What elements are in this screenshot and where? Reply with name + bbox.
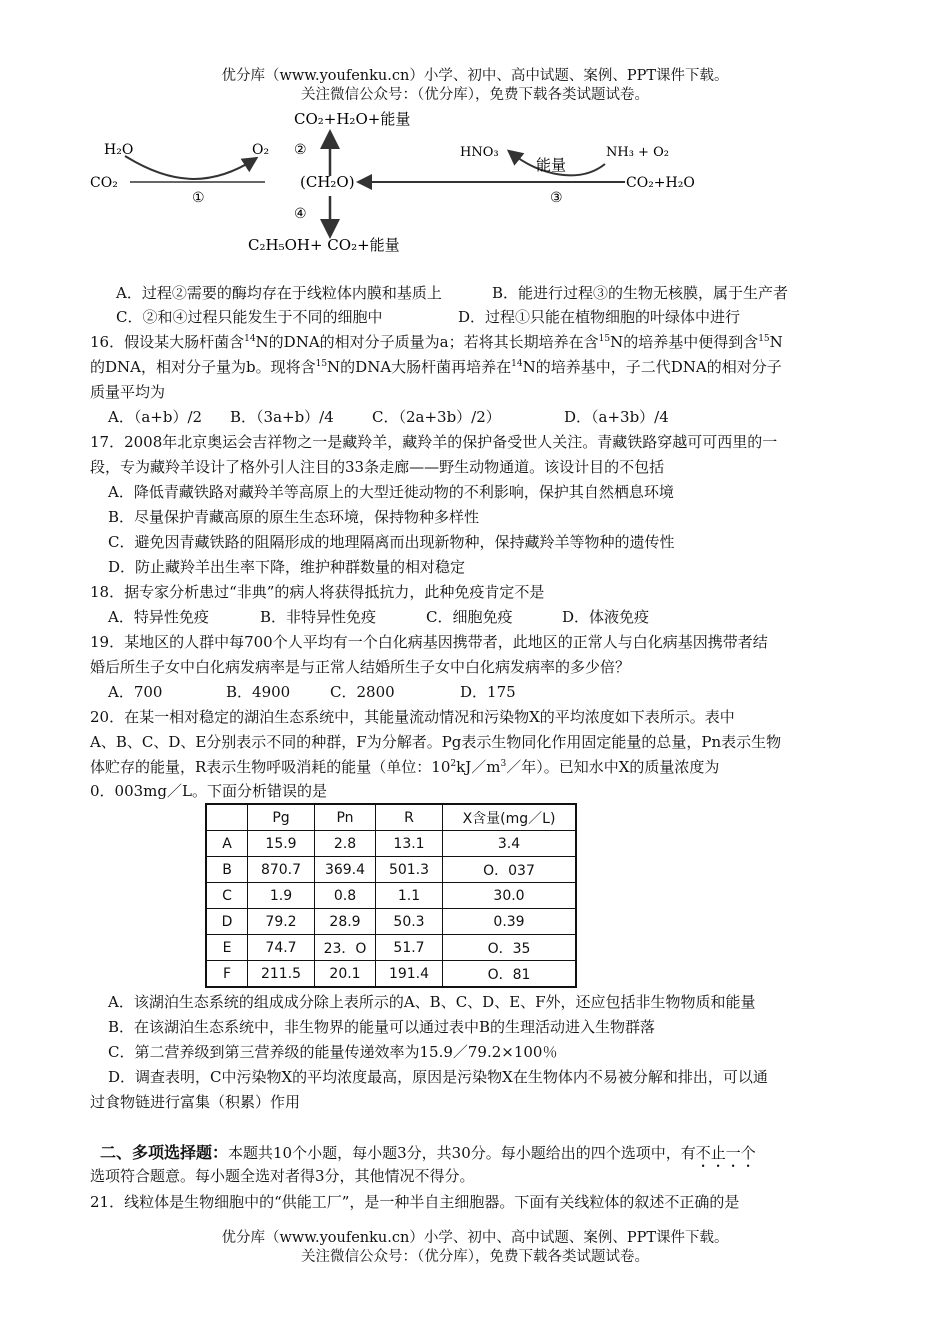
table-header-cell: Pn <box>315 804 376 831</box>
q19-option-b: B．4900 <box>226 683 291 701</box>
q19-option-c: C．2800 <box>330 683 395 701</box>
q20-option-b: B．在该湖泊生态系统中，非生物界的能量可以通过表中B的生理活动进入生物群落 <box>108 1018 656 1036</box>
q20-line-1: 20．在某一相对稳定的湖泊生态系统中，其能量流动情况和污染物X的平均浓度如下表所示。表中 <box>90 708 735 726</box>
diagram-co2-h2o: CO₂+H₂O <box>626 175 695 191</box>
table-cell: 28.9 <box>315 909 376 935</box>
q15-options-row-1 <box>116 281 896 306</box>
table-header-row <box>206 804 576 831</box>
table-cell: 23．O <box>315 935 376 961</box>
table-header-cell <box>206 804 248 831</box>
q17-option-d: D．防止藏羚羊出生率下降，维护种群数量的相对稳定 <box>108 558 466 576</box>
q17-option-a: A．降低青藏铁路对藏羚羊等高原上的大型迁徙动物的不利影响，保护其自然栖息环境 <box>108 483 674 501</box>
table-cell: 74.7 <box>248 935 315 961</box>
diagram-hno3: HNO₃ <box>460 145 499 160</box>
energy-flow-table <box>205 803 577 988</box>
table-cell: 191.4 <box>376 961 443 988</box>
table-row <box>206 935 576 961</box>
q18-option-c: C．细胞免疫 <box>426 608 513 626</box>
table-cell: 13.1 <box>376 831 443 857</box>
diagram-h2o: H₂O <box>104 142 134 158</box>
q20-option-d-line-2: 过食物链进行富集（积累）作用 <box>90 1093 301 1111</box>
q18-option-a: A．特异性免疫 <box>108 608 209 626</box>
table-cell: O．81 <box>443 961 577 988</box>
q19-option-a: A．700 <box>108 683 163 701</box>
q20-line-4: 0．003mg／L。下面分析错误的是 <box>90 782 327 800</box>
q17-line-2: 段，专为藏羚羊设计了格外引人注目的33条走廊——野生动物通道。该设计目的不包括 <box>90 458 665 476</box>
table-row <box>206 831 576 857</box>
section-2-heading: 二、多项选择题：本题共10个小题，每小题3分，共30分。每小题给出的四个选项中，有不止一个 <box>100 1143 756 1162</box>
page-footer-line-2: 关注微信公众号：（优分库），免费下载各类试题试卷。 <box>301 1249 649 1265</box>
table-cell: 51.7 <box>376 935 443 961</box>
table-cell: 501.3 <box>376 857 443 883</box>
emphasis-text: 不止一个 <box>695 1144 756 1162</box>
page-header-line-2: 关注微信公众号：（优分库），免费下载各类试题试卷。 <box>301 87 649 103</box>
diagram-o2: O₂ <box>252 142 270 158</box>
table-cell: B <box>206 857 248 883</box>
q20-option-c: C．第二营养级到第三营养级的能量传递效率为15.9／79.2×100％ <box>108 1043 558 1061</box>
section-2-title: 二、多项选择题： <box>100 1143 229 1162</box>
q15-option-b: B．能进行过程③的生物无核膜，属于生产者 <box>492 284 789 302</box>
q18-option-b: B．非特异性免疫 <box>260 608 377 626</box>
q15-option-d: D．过程①只能在植物细胞的叶绿体中进行 <box>458 308 741 326</box>
table-cell: F <box>206 961 248 988</box>
section-2-line-2: 选项符合题意。每小题全选对者得3分，其他情况不得分。 <box>90 1167 475 1185</box>
q19-options <box>108 680 888 705</box>
diagram-top-label: CO₂+H₂O+能量 <box>294 110 411 128</box>
q17-line-1: 17．2008年北京奥运会吉祥物之一是藏羚羊，藏羚羊的保护备受世人关注。青藏铁路穿越可可西里的一 <box>90 433 778 451</box>
q16-option-a: A．（a+b）/2 <box>108 408 203 426</box>
q20-option-a: A．该湖泊生态系统的组成成分除上表所示的A、B、C、D、E、F外，还应包括非生物物质和能量 <box>108 993 756 1011</box>
table-cell: 1.9 <box>248 883 315 909</box>
q16-option-c: C．（2a+3b）/2） <box>372 408 501 426</box>
q19-line-1: 19．某地区的人群中每700个人平均有一个白化病基因携带者，此地区的正常人与白化病基因携带者结 <box>90 633 768 651</box>
q18-line-1: 18．据专家分析患过“非典”的病人将获得抵抗力，此种免疫肯定不是 <box>90 583 545 601</box>
table-cell: 50.3 <box>376 909 443 935</box>
q19-line-2: 婚后所生子女中白化病发病率是与正常人结婚所生子女中白化病发病率的多少倍？ <box>90 658 631 676</box>
diagram-center-label: (CH₂O) <box>300 173 355 191</box>
q15-options-row-2 <box>116 305 896 330</box>
diagram-bottom-label: C₂H₅OH+ CO₂+能量 <box>248 236 400 254</box>
table-cell: 0.8 <box>315 883 376 909</box>
q21-line-1: 21．线粒体是生物细胞中的“供能工厂”，是一种半自主细胞器。下面有关线粒体的叙述不正确的是 <box>90 1193 740 1211</box>
page-footer-line-1: 优分库（www.youfenku.cn）小学、初中、高中试题、案例、PPT课件下载。 <box>221 1230 729 1246</box>
q20-option-d-line-1: D．调查表明，C中污染物X的平均浓度最高，原因是污染物X在生物体内不易被分解和排出，可以通 <box>108 1068 768 1086</box>
diagram-step-4: ④ <box>294 206 307 222</box>
table-cell: 0.39 <box>443 909 577 935</box>
table-cell: O．037 <box>443 857 577 883</box>
table-cell: 15.9 <box>248 831 315 857</box>
table-cell: 20.1 <box>315 961 376 988</box>
q18-option-d: D．体液免疫 <box>562 608 650 626</box>
table-cell: D <box>206 909 248 935</box>
diagram-step-3: ③ <box>550 190 563 206</box>
table-cell: 211.5 <box>248 961 315 988</box>
table-cell: 870.7 <box>248 857 315 883</box>
q16-option-d: D．（a+3b）/4 <box>564 408 669 426</box>
table-cell: 3.4 <box>443 831 577 857</box>
q17-option-b: B．尽量保护青藏高原的原生生态环境，保持物种多样性 <box>108 508 480 526</box>
q19-option-d: D．175 <box>460 683 516 701</box>
table-cell: 79.2 <box>248 909 315 935</box>
table-row <box>206 883 576 909</box>
table-cell: C <box>206 883 248 909</box>
table-row <box>206 909 576 935</box>
q16-options <box>108 405 888 430</box>
diagram-energy: 能量 <box>536 156 567 174</box>
q16-line-3: 质量平均为 <box>90 383 166 401</box>
q15-option-a: A．过程②需要的酶均存在于线粒体内膜和基质上 <box>116 284 442 302</box>
table-header-cell: X含量(mg／L) <box>443 804 577 831</box>
table-row <box>206 857 576 883</box>
table-cell: O．35 <box>443 935 577 961</box>
q18-options <box>108 605 888 630</box>
q15-option-c: C．②和④过程只能发生于不同的细胞中 <box>116 308 383 326</box>
q20-line-3: 体贮存的能量，R表示生物呼吸消耗的能量（单位：$10^2kJ/m^3/$年）。已知水中X的质量浓度为 <box>90 758 720 776</box>
q17-option-c: C．避免因青藏铁路的阻隔形成的地理隔离而出现新物种，保持藏羚羊等物种的遗传性 <box>108 533 675 551</box>
table-cell: E <box>206 935 248 961</box>
page-header-line-1: 优分库（www.youfenku.cn）小学、初中、高中试题、案例、PPT课件下载。 <box>221 68 729 84</box>
table-cell: 30.0 <box>443 883 577 909</box>
table-header-cell: R <box>376 804 443 831</box>
q16-line-1: 16．假设某大肠杆菌含$^{14}$N的DNA的相对分子质量为a；若将其长期培养在含$^{15}$N的培养基中便得到含$^{15}$N <box>90 333 783 351</box>
diagram-nh3-o2: NH₃ + O₂ <box>606 145 669 160</box>
diagram-co2-left: CO₂ <box>90 175 118 191</box>
table-cell: 369.4 <box>315 857 376 883</box>
diagram-step-2: ② <box>294 142 307 158</box>
table-cell: 1.1 <box>376 883 443 909</box>
table-row <box>206 961 576 988</box>
table-header-cell: Pg <box>248 804 315 831</box>
q20-line-2: A、B、C、D、E分别表示不同的种群，F为分解者。Pg表示生物同化作用固定能量的总量，Pn表示生物 <box>90 733 782 751</box>
q16-option-b: B．（3a+b）/4 <box>230 408 334 426</box>
table-cell: 2.8 <box>315 831 376 857</box>
q16-line-2: 的DNA，相对分子量为b。现将含$^{15}$N的DNA大肠杆菌再培养在$^{14}$N的培养基中，子二代DNA的相对分子 <box>90 358 782 376</box>
diagram-step-1: ① <box>192 190 205 206</box>
table-cell: A <box>206 831 248 857</box>
metabolism-diagram <box>80 104 720 264</box>
